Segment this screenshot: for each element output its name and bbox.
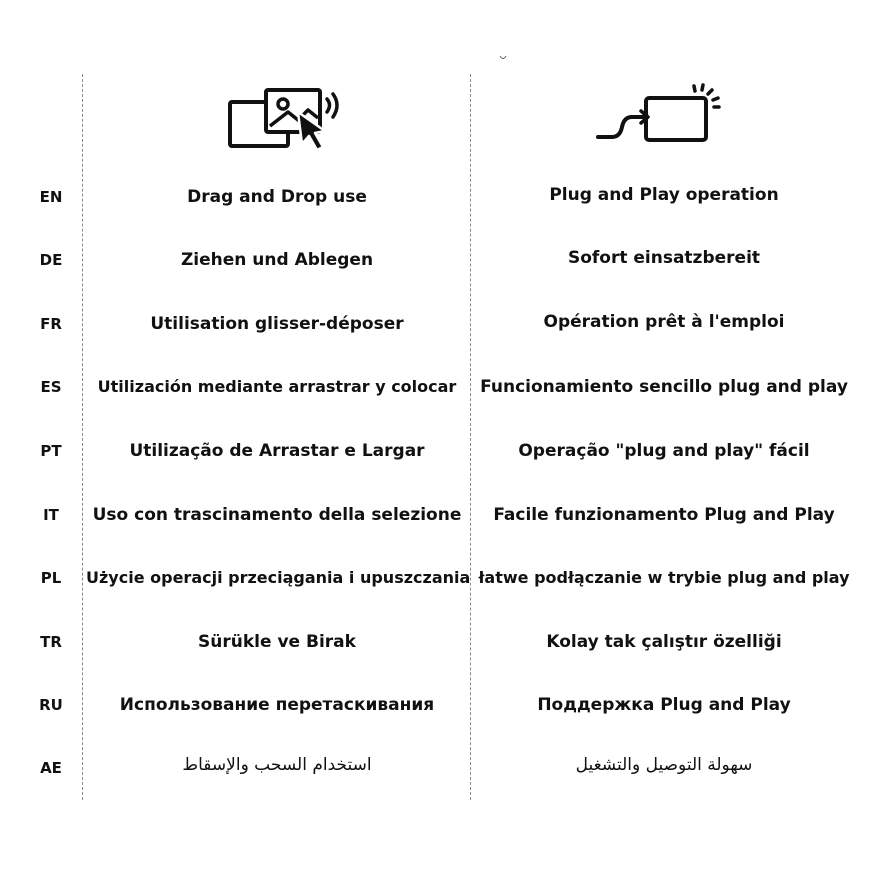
language-code: EN [39, 188, 63, 206]
scan-speck [499, 54, 507, 62]
drag-and-drop-text: Utilização de Arrastar e Largar [129, 441, 425, 461]
language-row-de [0, 240, 870, 280]
plug-and-play-text: Opération prêt à l'emploi [543, 312, 785, 332]
drag-and-drop-text: Sürükle ve Birak [198, 632, 356, 652]
drag-and-drop-text: استخدام السحب والإسقاط [182, 755, 372, 775]
language-code: PL [40, 569, 62, 587]
language-row-it [0, 495, 870, 535]
language-code: ES [40, 378, 62, 396]
drag-and-drop-text: Drag and Drop use [187, 187, 367, 207]
language-code: PT [40, 442, 62, 460]
plug-and-play-text: Operação "plug and play" fácil [518, 441, 810, 461]
plug-and-play-text: Kolay tak çalıştır özelliği [546, 632, 782, 652]
language-code: AE [40, 759, 62, 777]
drag-and-drop-icon [224, 82, 348, 158]
drag-and-drop-text: Utilisation glisser-déposer [150, 314, 404, 334]
plug-and-play-text: Funcionamiento sencillo plug and play [480, 377, 848, 397]
language-row-en [0, 177, 870, 217]
language-row-tr [0, 622, 870, 662]
plug-and-play-icon [594, 80, 726, 150]
drag-and-drop-text: Использование перетаскивания [119, 695, 435, 715]
language-code: DE [39, 251, 63, 269]
language-row-fr [0, 304, 870, 344]
language-code: IT [43, 506, 59, 524]
drag-and-drop-text: Uso con trascinamento della selezione [92, 505, 462, 525]
language-row-pl [0, 558, 870, 598]
plug-and-play-text: Facile funzionamento Plug and Play [493, 505, 835, 525]
drag-and-drop-text: Ziehen und Ablegen [180, 250, 374, 270]
language-row-es [0, 367, 870, 407]
language-code: FR [40, 315, 62, 333]
language-row-ru [0, 685, 870, 725]
plug-and-play-text: Sofort einsatzbereit [567, 248, 761, 268]
language-code: TR [40, 633, 62, 651]
language-row-ae [0, 748, 870, 788]
language-row-pt [0, 431, 870, 471]
plug-and-play-text: łatwe podłączanie w trybie plug and play [478, 568, 850, 587]
plug-and-play-text: Plug and Play operation [549, 185, 779, 205]
plug-and-play-text: سهولة التوصيل والتشغيل [575, 755, 753, 775]
language-code: RU [39, 696, 63, 714]
drag-and-drop-text: Utilización mediante arrastrar y colocar [97, 377, 457, 396]
plug-and-play-text: Поддержка Plug and Play [537, 695, 791, 715]
drag-and-drop-text: Użycie operacji przeciągania i upuszczania [86, 568, 471, 587]
